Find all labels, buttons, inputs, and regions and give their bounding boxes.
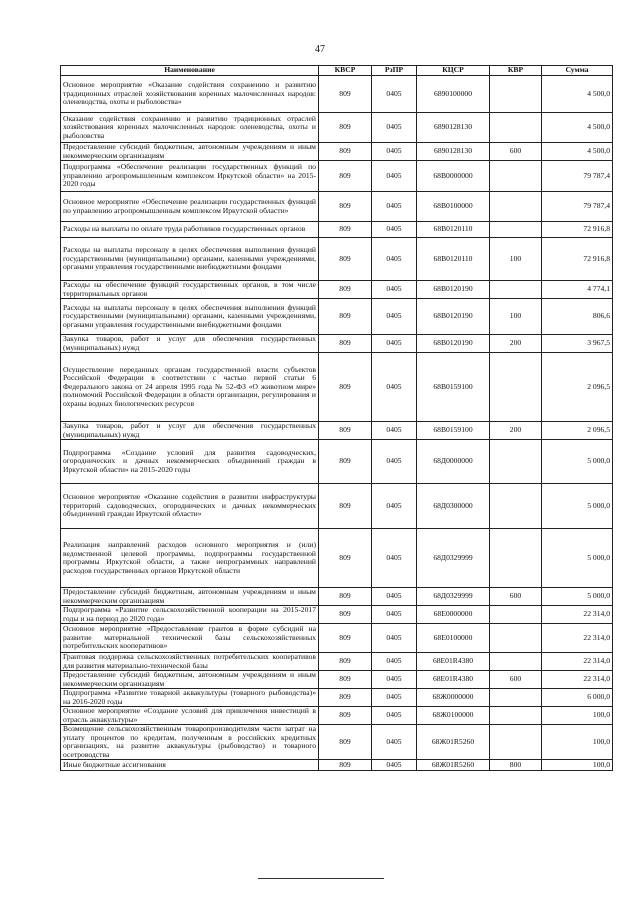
table-row: [61, 653, 613, 671]
cell-kvsr: 809: [319, 689, 372, 707]
cell-kvsr: 809: [319, 653, 372, 671]
cell-kvr: 800: [490, 760, 542, 771]
table-row: [61, 671, 613, 689]
cell-kcsr: 68Ж0100000: [417, 707, 490, 725]
cell-sum: 22 314,0: [542, 653, 613, 671]
header-kvsr: КВСР: [319, 66, 372, 76]
cell-rzpr: 0405: [372, 671, 417, 689]
table-row: [61, 161, 613, 192]
cell-kvsr: 809: [319, 484, 372, 529]
cell-kvr: [490, 440, 542, 484]
table-row: [61, 76, 613, 113]
cell-rzpr: 0405: [372, 760, 417, 771]
cell-name: Иные бюджетные ассигнования: [61, 760, 319, 771]
cell-sum: 79 787,4: [542, 192, 613, 222]
cell-kvr: [490, 353, 542, 422]
table-row: [61, 529, 613, 588]
cell-kvsr: 809: [319, 335, 372, 353]
cell-kvr: [490, 113, 542, 143]
cell-kvsr: 809: [319, 76, 372, 113]
cell-kvr: [490, 606, 542, 624]
cell-kvr: 200: [490, 422, 542, 440]
cell-kcsr: 68Д0000000: [417, 440, 490, 484]
table-row: [61, 689, 613, 707]
cell-rzpr: 0405: [372, 529, 417, 588]
cell-kcsr: 68В0120190: [417, 281, 490, 299]
cell-name: Предоставление субсидий бюджетным, автономным учреждениям и иным некоммерческим организациям: [61, 143, 319, 161]
cell-name: Предоставление субсидий бюджетным, автономным учреждениям и иным некоммерческим организациям: [61, 588, 319, 606]
cell-kvr: [490, 529, 542, 588]
cell-kvsr: 809: [319, 671, 372, 689]
cell-rzpr: 0405: [372, 281, 417, 299]
cell-sum: 4 500,0: [542, 113, 613, 143]
cell-sum: 4 500,0: [542, 76, 613, 113]
cell-rzpr: 0405: [372, 353, 417, 422]
header-rzpr: РзПР: [372, 66, 417, 76]
table-row: [61, 484, 613, 529]
cell-name: Подпрограмма «Развитие сельскохозяйственной кооперации на 2015-2017 годы и на период до 2020 года»: [61, 606, 319, 624]
cell-rzpr: 0405: [372, 299, 417, 335]
cell-name: Основное мероприятие «Оказание содействия сохранению и развитию традиционных отраслей хозяйствования коренных малочисленных народов: оленеводства, охоты и рыболовства»: [61, 76, 319, 113]
cell-kvsr: 809: [319, 440, 372, 484]
cell-name: Реализация направлений расходов основного мероприятия и (или) ведомственной целевой программы, подпрограммы государственной программы Иркутской области, а также непрограммных направлений расходов государственных органов Иркутской области: [61, 529, 319, 588]
table-row: [61, 707, 613, 725]
cell-kvr: 600: [490, 671, 542, 689]
table-row: [61, 238, 613, 281]
cell-kvsr: 809: [319, 588, 372, 606]
cell-kvsr: 809: [319, 624, 372, 653]
cell-rzpr: 0405: [372, 725, 417, 760]
cell-kcsr: 68В0120190: [417, 299, 490, 335]
cell-rzpr: 0405: [372, 606, 417, 624]
table-row: [61, 725, 613, 760]
cell-kcsr: 68Ж0000000: [417, 689, 490, 707]
cell-rzpr: 0405: [372, 653, 417, 671]
cell-kvr: 600: [490, 588, 542, 606]
cell-sum: 5 000,0: [542, 440, 613, 484]
cell-sum: 4 774,1: [542, 281, 613, 299]
cell-kvsr: 809: [319, 222, 372, 238]
cell-kvsr: 809: [319, 353, 372, 422]
cell-kvsr: 809: [319, 707, 372, 725]
cell-name: Осуществление переданных органам государственной власти субъектов Российской Федерации в соответствии с частью первой статьи 6 Федерального закона от 24 апреля 1995 года № 52-ФЗ «О животном мире» полномочий Российской Федерации в области организации, регулирования и охраны водных биологических ресурсов: [61, 353, 319, 422]
cell-kvr: [490, 707, 542, 725]
cell-kcsr: 6890100000: [417, 76, 490, 113]
table-row: [61, 143, 613, 161]
cell-kvr: [490, 725, 542, 760]
table-row: [61, 113, 613, 143]
cell-name: Подпрограмма «Обеспечение реализации государственных функций по управлению агропромышленным комплексом Иркутской области» на 2015-2020 годы: [61, 161, 319, 192]
table-row: [61, 192, 613, 222]
page-number: 47: [315, 44, 325, 55]
cell-sum: 72 916,8: [542, 238, 613, 281]
header-sum: Сумма: [542, 66, 613, 76]
table-row: [61, 606, 613, 624]
cell-rzpr: 0405: [372, 143, 417, 161]
cell-rzpr: 0405: [372, 689, 417, 707]
cell-sum: 5 000,0: [542, 588, 613, 606]
cell-kvr: [490, 192, 542, 222]
table-row: [61, 281, 613, 299]
cell-kcsr: 6890128130: [417, 143, 490, 161]
cell-kcsr: 68В0159100: [417, 422, 490, 440]
cell-rzpr: 0405: [372, 707, 417, 725]
table-row: [61, 624, 613, 653]
cell-kvr: [490, 161, 542, 192]
cell-rzpr: 0405: [372, 440, 417, 484]
cell-kvr: [490, 76, 542, 113]
cell-sum: 2 096,5: [542, 353, 613, 422]
cell-kvsr: 809: [319, 281, 372, 299]
cell-sum: 6 000,0: [542, 689, 613, 707]
table-row: [61, 422, 613, 440]
budget-table: [60, 65, 613, 771]
cell-sum: 5 000,0: [542, 529, 613, 588]
cell-kvr: [490, 689, 542, 707]
table-row: [61, 353, 613, 422]
cell-name: Основное мероприятие «Предоставление грантов в форме субсидий на развитие материальной технической базы сельскохозяйственных потребительских кооперативов»: [61, 624, 319, 653]
cell-kvr: [490, 653, 542, 671]
cell-kvsr: 809: [319, 113, 372, 143]
cell-name: Предоставление субсидий бюджетным, автономным учреждениям и иным некоммерческим организациям: [61, 671, 319, 689]
cell-kvr: 600: [490, 143, 542, 161]
cell-kcsr: 68Е01R4380: [417, 671, 490, 689]
cell-kcsr: 68Е01R4380: [417, 653, 490, 671]
cell-kvsr: 809: [319, 760, 372, 771]
table-row: [61, 588, 613, 606]
cell-kvr: [490, 222, 542, 238]
cell-kvsr: 809: [319, 529, 372, 588]
cell-kvsr: 809: [319, 238, 372, 281]
cell-kvr: [490, 484, 542, 529]
cell-kvsr: 809: [319, 725, 372, 760]
cell-kcsr: 68В0120110: [417, 238, 490, 281]
cell-kcsr: 68Е0000000: [417, 606, 490, 624]
cell-kcsr: 68В0100000: [417, 192, 490, 222]
cell-kvsr: 809: [319, 606, 372, 624]
cell-kvsr: 809: [319, 192, 372, 222]
cell-sum: 100,0: [542, 760, 613, 771]
cell-kcsr: 68В0159100: [417, 353, 490, 422]
table-row: [61, 299, 613, 335]
table-row: [61, 335, 613, 353]
cell-kcsr: 68Д0329999: [417, 529, 490, 588]
cell-kcsr: 68В0000000: [417, 161, 490, 192]
cell-name: Расходы на обеспечение функций государственных органов, в том числе территориальных органов: [61, 281, 319, 299]
cell-name: Основное мероприятие «Создание условий для привлечения инвестиций в отрасль аквакультуры»: [61, 707, 319, 725]
cell-sum: 79 787,4: [542, 161, 613, 192]
cell-kvr: 100: [490, 238, 542, 281]
cell-kvsr: 809: [319, 161, 372, 192]
footer-divider: [258, 878, 384, 879]
cell-kcsr: 68Е0100000: [417, 624, 490, 653]
cell-name: Основное мероприятие «Оказание содействия в развитии инфраструктуры территорий садоводческих, огороднических и дачных некоммерческих объединений граждан Иркутской области»: [61, 484, 319, 529]
cell-sum: 100,0: [542, 725, 613, 760]
cell-kvsr: 809: [319, 299, 372, 335]
cell-name: Возмещение сельскохозяйственным товаропроизводителям части затрат на уплату процентов по кредитам, полученным в российских кредитных организациях, на развитие аквакультуры (рыбоводство) и товарного осетроводства: [61, 725, 319, 760]
cell-name: Расходы на выплаты по оплате труда работников государственных органов: [61, 222, 319, 238]
cell-name: Подпрограмма «Создание условий для развития садоводческих, огороднических и дачных некоммерческих объединений граждан в Иркутской области» на 2015-2020 годы: [61, 440, 319, 484]
cell-kvr: [490, 624, 542, 653]
cell-rzpr: 0405: [372, 113, 417, 143]
cell-kvsr: 809: [319, 422, 372, 440]
table-body: [61, 76, 613, 771]
cell-rzpr: 0405: [372, 484, 417, 529]
cell-name: Оказание содействия сохранению и развитию традиционных отраслей хозяйствования коренных малочисленных народов: оленеводства, охоты и рыболовства: [61, 113, 319, 143]
cell-name: Грантовая поддержка сельскохозяйственных потребительских кооперативов для развития материально-технической базы: [61, 653, 319, 671]
cell-sum: 100,0: [542, 707, 613, 725]
cell-kcsr: 68Ж01R5260: [417, 725, 490, 760]
cell-rzpr: 0405: [372, 624, 417, 653]
header-name: Наименование: [61, 66, 319, 76]
cell-rzpr: 0405: [372, 238, 417, 281]
cell-kcsr: 68В0120110: [417, 222, 490, 238]
cell-sum: 72 916,8: [542, 222, 613, 238]
cell-rzpr: 0405: [372, 161, 417, 192]
table-row: [61, 222, 613, 238]
cell-rzpr: 0405: [372, 335, 417, 353]
table-row: [61, 440, 613, 484]
cell-kcsr: 68Д0300000: [417, 484, 490, 529]
cell-name: Закупка товаров, работ и услуг для обеспечения государственных (муниципальных) нужд: [61, 422, 319, 440]
cell-name: Закупка товаров, работ и услуг для обеспечения государственных (муниципальных) нужд: [61, 335, 319, 353]
cell-kcsr: 68Ж01R5260: [417, 760, 490, 771]
cell-name: Расходы на выплаты персоналу в целях обеспечения выполнения функций государственными (муниципальными) органами, казенными учреждениями, органами управления государственными внебюджетными фондами: [61, 299, 319, 335]
cell-sum: 2 096,5: [542, 422, 613, 440]
cell-kvr: 200: [490, 335, 542, 353]
cell-sum: 4 500,0: [542, 143, 613, 161]
cell-rzpr: 0405: [372, 588, 417, 606]
cell-rzpr: 0405: [372, 192, 417, 222]
cell-kcsr: 6890128130: [417, 113, 490, 143]
cell-sum: 22 314,0: [542, 624, 613, 653]
cell-kcsr: 68В0120190: [417, 335, 490, 353]
cell-name: Расходы на выплаты персоналу в целях обеспечения выполнения функций государственными (муниципальными) органами, казенными учреждениями, органами управления государственными внебюджетными фондами: [61, 238, 319, 281]
table-header-row: [61, 66, 613, 76]
cell-rzpr: 0405: [372, 222, 417, 238]
table-row: [61, 760, 613, 771]
cell-sum: 22 314,0: [542, 606, 613, 624]
header-kcsr: КЦСР: [417, 66, 490, 76]
cell-sum: 22 314,0: [542, 671, 613, 689]
cell-name: Подпрограмма «Развитие товарной аквакультуры (товарного рыбоводства)» на 2016-2020 годы: [61, 689, 319, 707]
cell-rzpr: 0405: [372, 76, 417, 113]
cell-kcsr: 68Д0329999: [417, 588, 490, 606]
cell-sum: 5 000,0: [542, 484, 613, 529]
cell-kvr: 100: [490, 299, 542, 335]
cell-rzpr: 0405: [372, 422, 417, 440]
cell-kvr: [490, 281, 542, 299]
header-kvr: КВР: [490, 66, 542, 76]
cell-sum: 3 967,5: [542, 335, 613, 353]
cell-sum: 806,6: [542, 299, 613, 335]
cell-name: Основное мероприятие «Обеспечение реализации государственных функций по управлению агропромышленным комплексом Иркутской области»: [61, 192, 319, 222]
cell-kvsr: 809: [319, 143, 372, 161]
